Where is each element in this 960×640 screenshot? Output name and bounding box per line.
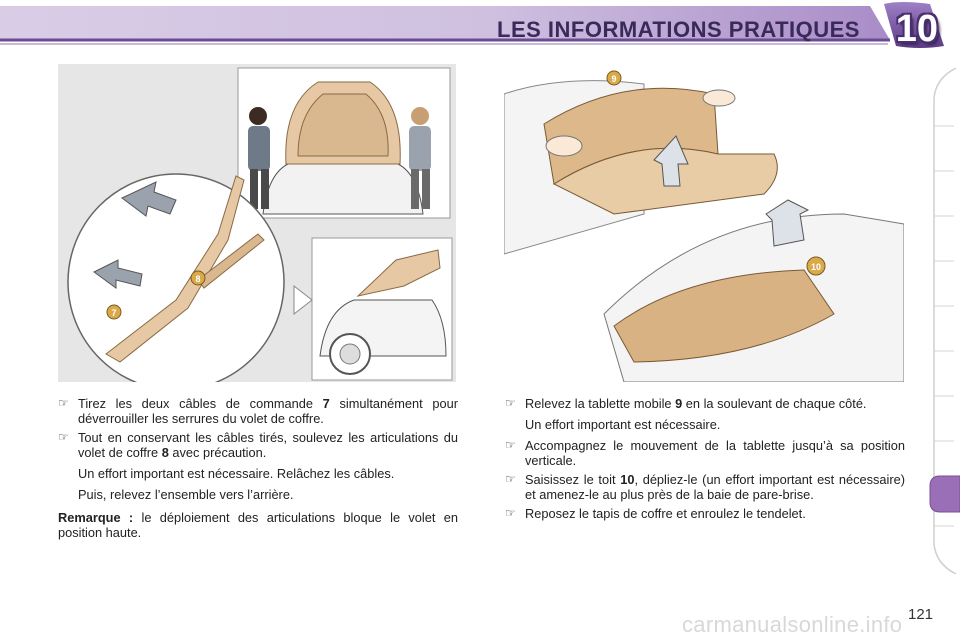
right-text-column	[505, 396, 905, 525]
page-header	[0, 0, 960, 52]
instruction-pull-cables: ☞ Tirez les deux câbles de commande 7 simultanément pour déverrouiller les serrures du volet de coffre.	[58, 396, 458, 426]
instruction-replace-mat: ☞ Reposez le tapis de coffre et enroulez le tendelet.	[505, 506, 806, 521]
effort-note: Un effort important est nécessaire. Relâchez les câbles.	[78, 466, 395, 481]
remark: Remarque : le déploiement des articulations bloque le volet en position haute.	[58, 510, 458, 540]
page-number: 121	[908, 606, 934, 623]
page-title: LES INFORMATIONS PRATIQUES	[497, 17, 860, 42]
instruction-raise-shelf: ☞ Relevez la tablette mobile 9 en la soulevant de chaque côté.	[505, 396, 867, 411]
pointing-hand-icon: ☞	[58, 396, 69, 410]
illustration-trunk-lid-release	[58, 64, 456, 382]
chapter-number: 10	[895, 8, 938, 50]
instruction-unfold-roof: ☞ Saisissez le toit 10, dépliez-le (un effort important est nécessaire) et amenez-le au plus près de la baie de pare-brise.	[505, 472, 905, 502]
callout-10: 10	[810, 262, 822, 272]
left-text-column	[58, 396, 458, 540]
pointing-hand-icon: ☞	[505, 506, 516, 520]
callout-7: 7	[111, 308, 117, 318]
illustration-roof-deployment	[504, 64, 904, 382]
effort-note: Un effort important est nécessaire.	[525, 417, 721, 432]
pointing-hand-icon: ☞	[505, 472, 516, 486]
pointing-hand-icon: ☞	[505, 396, 516, 410]
instruction-lift-hinges: ☞ Tout en conservant les câbles tirés, soulevez les articulations du volet de coffre 8 avec précaution.	[58, 430, 458, 460]
callout-9: 9	[611, 74, 617, 84]
remark-label: Remarque :	[58, 510, 134, 525]
instruction-guide-shelf: ☞ Accompagnez le mouvement de la tablette jusqu’à sa position verticale.	[505, 438, 905, 468]
pointing-hand-icon: ☞	[505, 438, 516, 452]
active-chapter-tab	[930, 476, 960, 512]
raise-assembly-note: Puis, relevez l’ensemble vers l’arrière.	[78, 487, 294, 502]
callout-8: 8	[195, 274, 201, 284]
chapter-tabs	[926, 68, 960, 574]
watermark: carmanualsonline.info	[682, 612, 903, 637]
pointing-hand-icon: ☞	[58, 430, 69, 444]
